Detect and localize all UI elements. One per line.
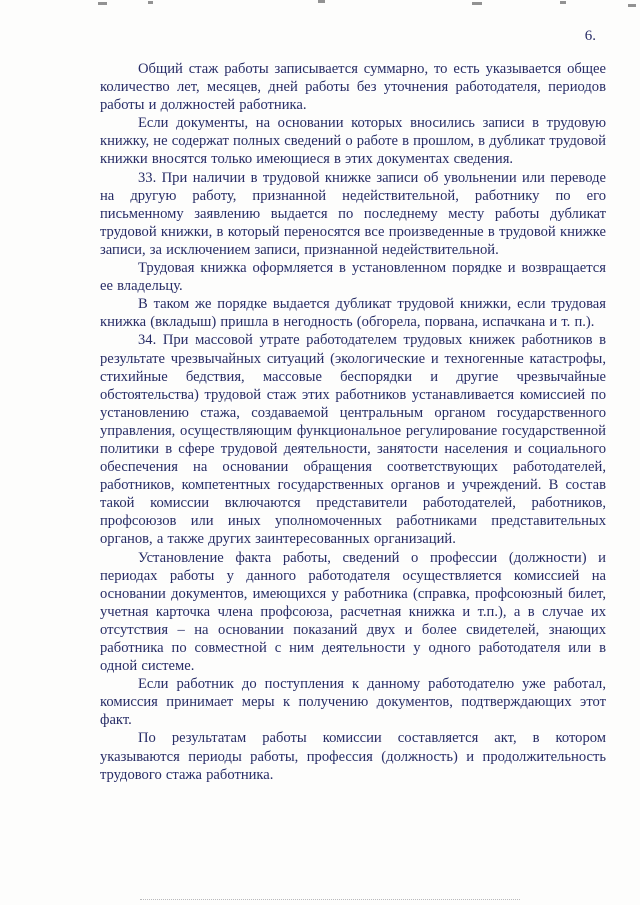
paragraph-fact-establishment: Установление факта работы, сведений о профессии (должности) и периодах работы у данного работодателя осуществляется комиссией на основании документов, имеющихся у работника (справка, профсоюзный билет, учетная карточка члена профсоюза, расчетная книжка и т.п.), а в случае их отсутствия – на основании показаний двух и более свидетелей, знающих работника по совместной с ним деятельности у одного работодателя или в одной системе. [100,549,606,675]
paragraph-item-33: 33. При наличии в трудовой книжке записи об увольнении или переводе на другую работу, признанной недействительной, работнику по его письменному заявлению выдается по последнему месту работы дубликат трудовой книжки, в который переносятся все произведенные в трудовой книжке записи, за исключением записи, признанной недействительной. [100,169,606,258]
page-number: 6. [584,28,596,44]
scan-artifact [140,899,520,900]
scan-artifact [318,0,325,3]
paragraph-damaged-book: В таком же порядке выдается дубликат трудовой книжки, если трудовая книжка (вкладыш) пришла в негодность (обгорела, порвана, испачкана и т. п.). [100,296,606,331]
paragraph-general-record: Общий стаж работы записывается суммарно, то есть указывается общее количество лет, месяцев, дней работы без уточнения работодателя, периодов работы и должностей работника. [100,61,606,114]
paragraph-book-return: Трудовая книжка оформляется в установленном порядке и возвращается ее владельцу. [100,260,606,295]
scan-artifact [148,1,153,4]
paragraph-incomplete-docs: Если документы, на основании которых вносились записи в трудовую книжку, не содержат полных сведений о работе в прошлом, в дубликат трудовой книжки вносятся только имеющиеся в этих документах сведения. [100,115,606,168]
scan-artifact [560,1,566,4]
paragraph-item-34: 34. При массовой утрате работодателем трудовых книжек работников в результате чрезвычайных ситуаций (экологические и техногенные катастрофы, стихийные бедствия, массовые беспорядки и другие чрезвычайные обстоятельства) трудовой стаж этих работников устанавливается комиссией по установлению стажа, создаваемой центральным органом государственного управления, осуществляющим функциональное регулирование государственной политики в сфере трудовой деятельности, занятости населения и социального обеспечения на основании обращения соответствующих работодателей, работников, компетентных государственных органов и учреждений. В состав такой комиссии включаются представители работодателей, работников, профсоюзов или иных уполномоченных работниками представительных органов, а также других заинтересованных организаций. [100,332,606,548]
text-block [100,60,606,784]
scan-artifact [472,2,482,5]
paragraph-prior-employment: Если работник до поступления к данному работодателю уже работал, комиссия принимает меры к получению документов, подтверждающих этот факт. [100,676,606,729]
scan-artifact [628,4,636,7]
paragraph-commission-act: По результатам работы комиссии составляется акт, в котором указываются периоды работы, профессия (должность) и продолжительность трудового стажа работника. [100,730,606,783]
scan-artifact [98,2,107,5]
